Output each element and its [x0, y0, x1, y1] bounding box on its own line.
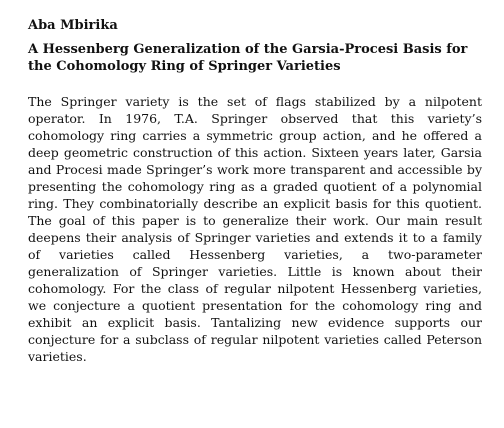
- author-name: Aba Mbirika: [28, 18, 118, 33]
- abstract-text: The Springer variety is the set of flags stabilized by a nilpotent operator. In 1976, T.A. Springer observed that this variety’s cohomology ring carries a symmetric group action, and he offered a deep geometric construction of this action. Sixteen years later, Garsia and Procesi made Springer’s work more transparent and accessible by presenting the cohomology ring as a graded quotient of a polynomial ring. They combinatorially describe an explicit basis for this quotient. The goal of this paper is to generalize their work. Our main result deepens their analysis of Springer varieties and extends it to a family of varieties called Hessenberg varieties, a two-parameter generalization of Springer varieties. Little is known about their cohomology. For the class of regular nilpotent Hessenberg varieties, we conjecture a quotient presentation for the cohomology ring and exhibit an explicit basis. Tantalizing new evidence supports our conjecture for a subclass of regular nilpotent varieties called Peterson varieties.: [28, 94, 482, 364]
- paper-title: A Hessenberg Generalization of the Garsia-Procesi Basis for the Cohomology Ring of Springer Varieties: [28, 42, 468, 74]
